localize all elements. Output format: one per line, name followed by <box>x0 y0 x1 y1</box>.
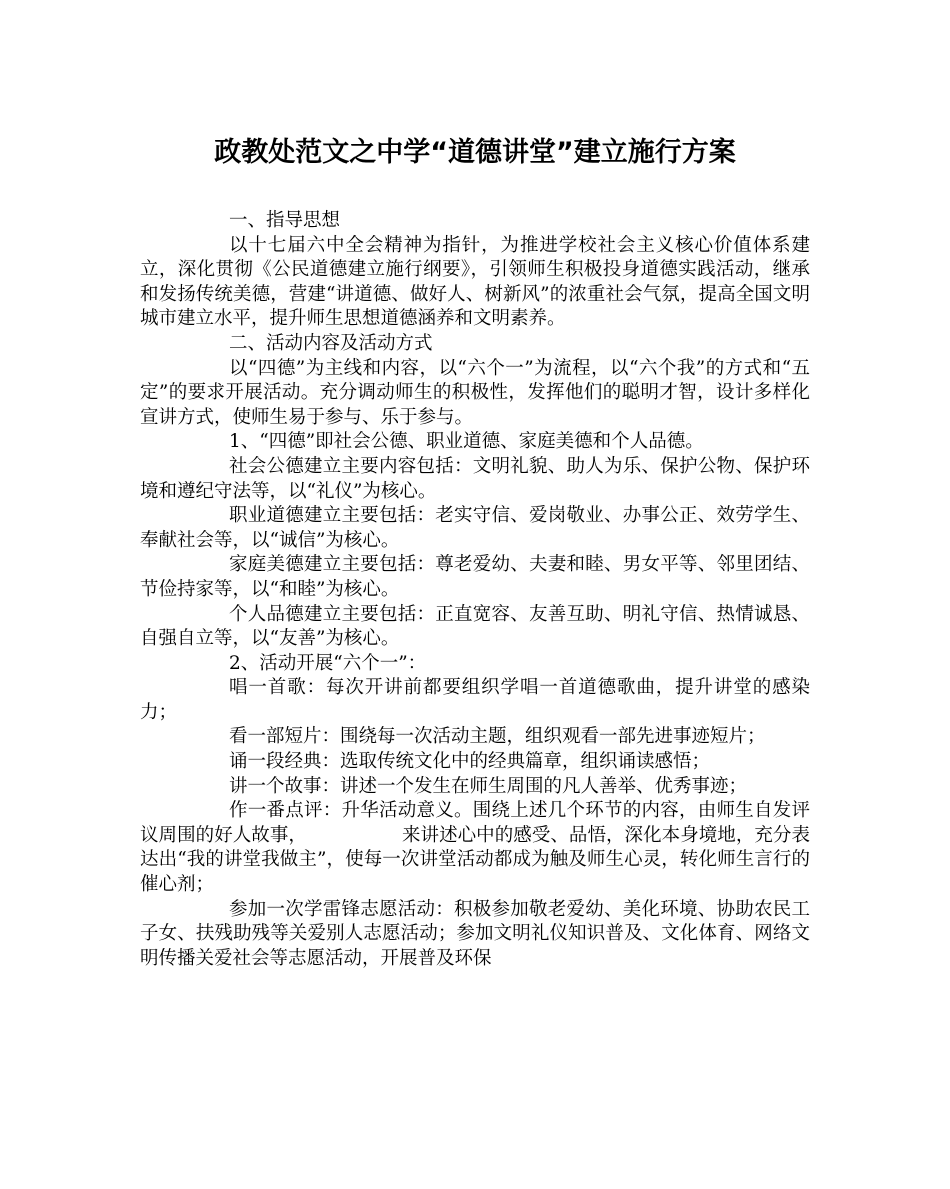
paragraph: 2、活动开展“六个一”： <box>229 652 427 674</box>
paragraph: 社会公德建立主要内容包括：文明礼貌、助人为乐、保护公物、保护环境和遵纪守法等，以“礼仪”为核心。 <box>140 455 810 502</box>
paragraph: 1、“四德”即社会公德、职业道德、家庭美德和个人品德。 <box>229 431 704 453</box>
paragraph-text: 作一番点评：升华活动意义。围绕上述几个环节的内容，由师生自发评议周围的好人故事， <box>140 800 810 846</box>
paragraph-text: 来讲述心中的感受、品悟，深化本身境地，充分表达出“我的讲堂我做主”，使每一次讲堂活动都成为触及师生心灵，转化师生言行的催心剂； <box>140 824 810 896</box>
paragraph: 以十七届六中全会精神为指针，为推进学校社会主义核心价值体系建立，深化贯彻《公民道德建立施行纲要》，引领师生积极投身道德实践活动，继承和发扬传统美德，营建“讲道德、做好人、树新风”的浓重社会气氛，提高全国文明城市建立水平，提升师生思想道德涵养和文明素养。 <box>140 234 810 330</box>
paragraph: 诵一段经典：选取传统文化中的经典篇章，组织诵读感悟； <box>229 751 711 773</box>
paragraph: 参加一次学雷锋志愿活动：积极参加敬老爱幼、美化环境、协助农民工子女、扶残助残等关爱别人志愿活动；参加文明礼仪知识普及、文化体育、网络文明传播关爱社会等志愿活动，开展普及环保 <box>140 898 810 969</box>
paragraph: 讲一个故事：讲述一个发生在师生周围的凡人善举、优秀事迹； <box>229 775 748 797</box>
paragraph: 看一部短片：围绕每一次活动主题，组织观看一部先进事迹短片； <box>229 726 766 748</box>
document-body <box>140 209 810 971</box>
paragraph <box>140 799 810 897</box>
document-title: 政教处范文之中学“道德讲堂”建立施行方案 <box>214 137 736 168</box>
section-heading-guiding-ideology: 一、指导思想 <box>229 210 341 231</box>
paragraph: 个人品德建立主要包括：正直宽容、友善互助、明礼守信、热情诚恳、自强自立等，以“友善”为核心。 <box>140 603 810 650</box>
paragraph: 以“四德”为主线和内容，以“六个一”为流程，以“六个我”的方式和“五定”的要求开展活动。充分调动师生的积极性，发挥他们的聪明才智，设计多样化宣讲方式，使师生易于参与、乐于参与。 <box>140 357 810 428</box>
section-heading-activity-content: 二、活动内容及活动方式 <box>229 332 433 354</box>
paragraph: 唱一首歌：每次开讲前都要组织学唱一首道德歌曲，提升讲堂的感染力； <box>140 677 810 723</box>
paragraph: 职业道德建立主要包括：老实守信、爱岗敬业、办事公正、效劳学生、奉献社会等，以“诚信”为核心。 <box>140 505 810 551</box>
paragraph: 家庭美德建立主要包括：尊老爱幼、夫妻和睦、男女平等、邻里团结、节俭持家等，以“和睦”为核心。 <box>140 554 810 600</box>
